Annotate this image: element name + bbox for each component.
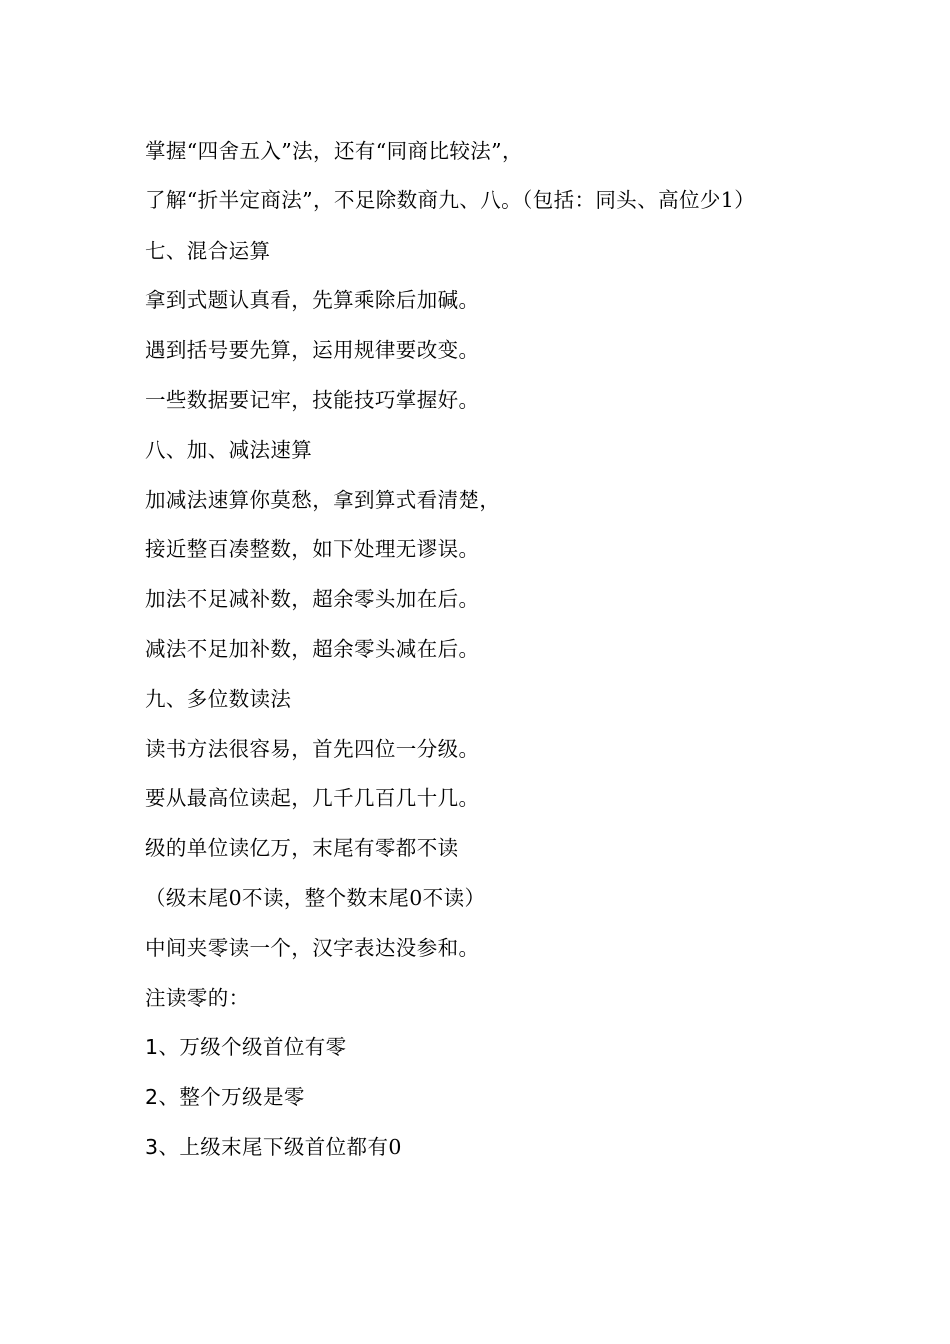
text-line: 加法不足减补数，超余零头加在后。	[145, 587, 480, 612]
item-text: 、整个万级是零	[158, 1085, 305, 1110]
text-line: 一些数据要记牢，技能技巧掌握好。	[145, 387, 480, 412]
text-line: 掌握“四舍五入”法，还有“同商比较法”，	[145, 139, 523, 163]
text-line: 中间夹零读一个，汉字表达没参和。	[145, 935, 480, 960]
numbered-item	[145, 1027, 825, 1077]
section-heading: 九、多位数读法	[145, 686, 292, 711]
text-line: 遇到括号要先算，运用规律要改变。	[145, 338, 480, 363]
text-line: 加减法速算你莫愁，拿到算式看清楚，	[145, 487, 501, 512]
text-line: 拿到式题认真看，先算乘除后加碱。	[145, 288, 480, 313]
text-line: 减法不足加补数，超余零头减在后。	[145, 636, 480, 661]
section-heading: 七、混合运算	[145, 238, 271, 263]
item-text: 、万级个级首位有零	[158, 1035, 347, 1060]
section-heading: 八、加、减法速算	[145, 437, 313, 462]
text-line: 接近整百凑整数，如下处理无谬误。	[145, 537, 480, 562]
text-line: 读书方法很容易，首先四位一分级。	[145, 736, 480, 761]
text-line: （级末尾0不读，整个数末尾0不读）	[145, 885, 486, 910]
item-text: 、上级末尾下级首位都有0	[158, 1134, 402, 1159]
document-body	[145, 131, 825, 1177]
text-line: 了解“折半定商法”，不足除数商九、八。（包括：同头、高位少1）	[145, 187, 756, 212]
numbered-item	[145, 1077, 825, 1127]
item-number: 1	[145, 1035, 159, 1060]
numbered-item	[145, 1127, 825, 1177]
item-number: 3	[145, 1134, 159, 1159]
item-number: 2	[145, 1085, 159, 1110]
text-line: 要从最高位读起，几千几百几十几。	[145, 786, 480, 811]
text-line: 注读零的：	[145, 985, 250, 1010]
text-line: 级的单位读亿万，末尾有零都不读	[145, 836, 459, 861]
